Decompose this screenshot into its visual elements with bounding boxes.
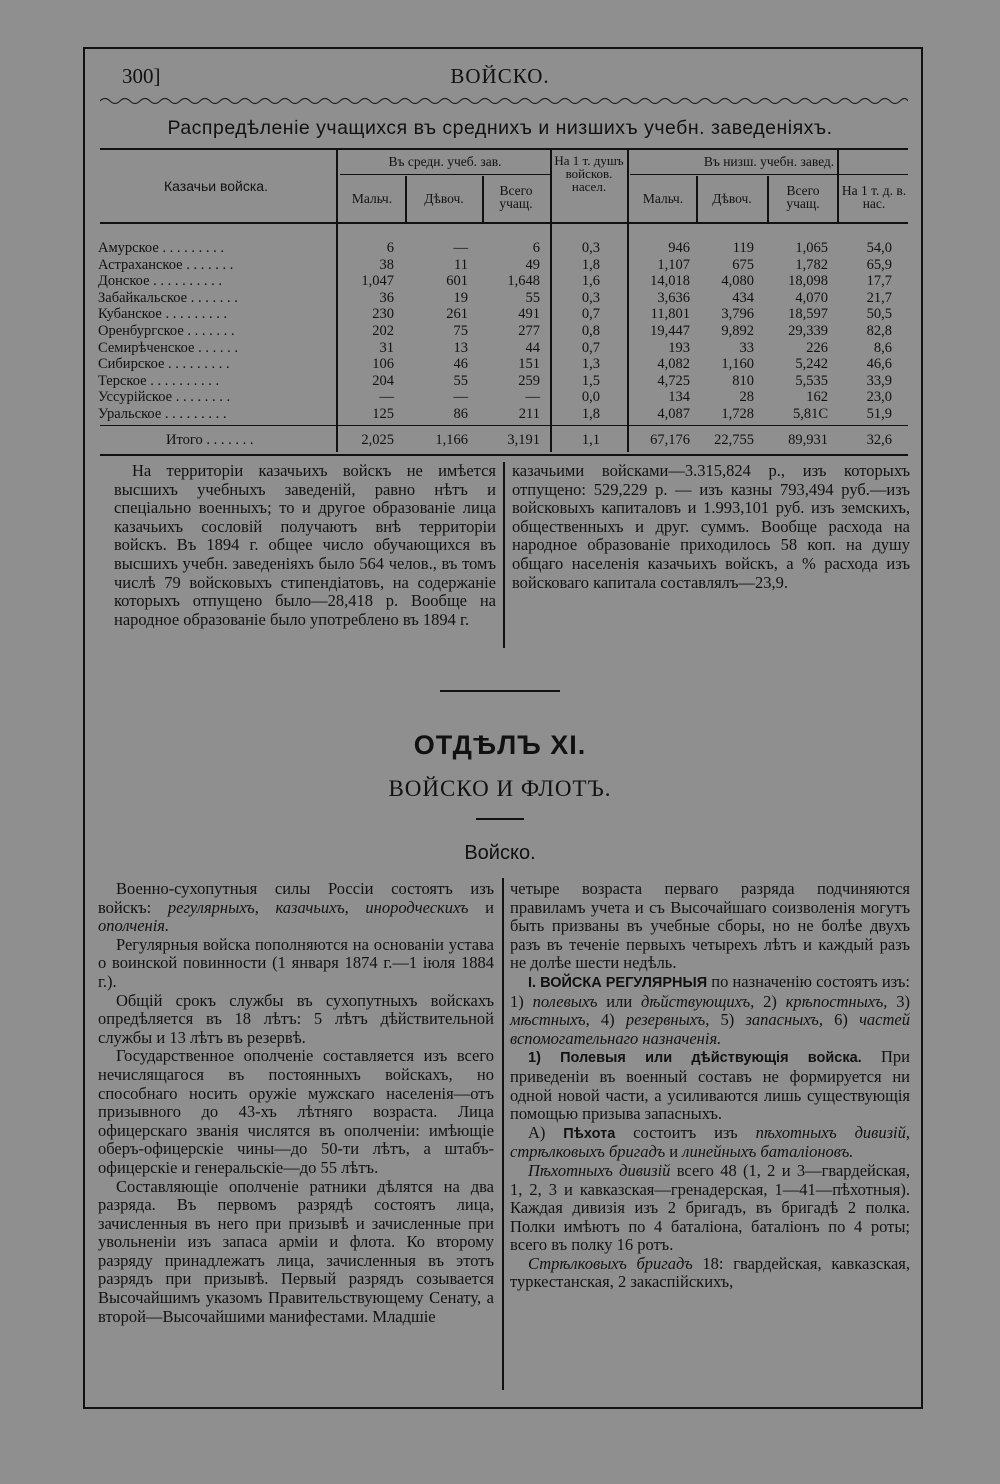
text-top-right: [512, 462, 910, 592]
cell: 134: [668, 389, 690, 406]
cell: 13: [453, 339, 468, 356]
cell: 11,801: [650, 306, 690, 323]
cell: 14,018: [650, 273, 690, 290]
table-row: [98, 373, 898, 390]
cell: 86: [453, 406, 468, 422]
text-top-left: [114, 462, 496, 629]
cell: 28: [739, 389, 754, 406]
text-bold: 1) Полевыя или дѣйствующія войска.: [528, 1050, 862, 1067]
group-middle-header: Въ средн. учеб. зав.: [388, 154, 502, 169]
cell: 1,6: [581, 273, 600, 290]
table-row: [98, 290, 898, 307]
text: всего 48 (1, 2 и 3—гвардейская, 1, 2, 3 и кавказская—гренадерская, 1—41—пѣхотныя). Каждая дивизія изъ 2 бригадъ, въ бригадѣ 2 полка. Полки имѣютъ по 4 баталіона, баталіонъ по 4 роты; всего въ полку 16 ротъ.: [510, 1160, 910, 1255]
row-label: Сибирское . . . . . . . . .: [98, 356, 230, 373]
row-label: Семирѣченское . . . . . .: [98, 339, 238, 356]
paragraph: казачьими войсками—3.315,824 р., изъ которыхъ отпущено: 529,229 р. — изъ казны 793,494 руб.—изъ войсковыхъ капиталовъ и 1.993,101 руб. изъ земскихъ, общественныхъ и друг. суммъ. Вообще расхода на народное образованіе приходилось 58 коп. на душу общаго населенія казачьихъ войскъ, а % расхода изъ войсковаго капитала составлялъ—23,9.: [512, 461, 910, 592]
cell: 0,3: [581, 240, 600, 256]
cell: 22,755: [714, 432, 754, 448]
cell: —: [525, 389, 540, 406]
cell: 1,3: [581, 356, 600, 373]
paragraph: [510, 1048, 910, 1123]
stub-header: Казачьи войска.: [164, 178, 268, 194]
text: А): [528, 1122, 564, 1142]
cell: 55: [525, 289, 540, 306]
cell: 21,7: [866, 289, 892, 306]
cell: 1,8: [581, 256, 600, 273]
col-boys-low: Мальч.: [642, 191, 684, 206]
cell: 1,728: [721, 406, 754, 422]
cell: 19,447: [650, 323, 690, 339]
cell: 259: [518, 372, 540, 389]
cell: 32,6: [866, 432, 892, 448]
cell: 89,931: [788, 432, 828, 448]
row-label: Уральское . . . . . . . . .: [98, 406, 227, 422]
paragraph: На территоріи казачьихъ войскъ не имѣется высшихъ учебныхъ заведеній, равно нѣтъ и спеціально военныхъ; то и другое образованіе лица казачьихъ сословій получаютъ внѣ территоріи войскъ. Въ 1894 г. общее число обучающихся въ высшихъ учебн. заведеніяхъ было 564 челов., въ томъ числѣ 79 войсковыхъ стипендіатовъ, на содержаніе которыхъ отпущено было—28,418 р. Вообще на народное образованіе было употреблено въ 1894 г.: [114, 461, 496, 629]
cell: 2,025: [361, 432, 394, 448]
text: 2): [754, 991, 786, 1011]
cell: 31: [379, 339, 394, 356]
cell: 29,339: [788, 323, 828, 339]
cell: 204: [372, 372, 394, 389]
paragraph: Общій срокъ службы въ сухопутныхъ войскахъ опредѣляется въ 18 лѣтъ: 5 лѣтъ дѣйствительной службы и 13 лѣтъ въ резервѣ.: [98, 990, 494, 1047]
text-italic: запасныхъ,: [745, 1010, 823, 1030]
cell: 810: [732, 372, 754, 389]
cell: 33: [739, 339, 754, 356]
cell: 1,047: [361, 273, 394, 290]
left-column: [98, 880, 494, 1326]
total-label: Итого . . . . . . .: [166, 432, 254, 448]
section-rule: [440, 690, 560, 692]
vline: [837, 150, 839, 222]
cell: 23,0: [866, 389, 892, 406]
cell: 51,9: [866, 406, 892, 422]
col-total-low: Всего учащ.: [786, 183, 820, 211]
cell: 1,1: [581, 432, 600, 448]
cell: 211: [518, 406, 540, 422]
row-label: Забайкальское . . . . . . .: [98, 289, 238, 306]
col-boys-mid: Мальч.: [351, 191, 393, 206]
text-italic: Пѣхотныхъ дивизій: [528, 1160, 671, 1180]
table-row: [98, 306, 898, 323]
cell: 1,648: [507, 273, 540, 290]
cell: 75: [453, 323, 468, 339]
column-divider: [503, 462, 505, 648]
cell: 226: [806, 339, 828, 356]
subheader-rule-2: [630, 174, 908, 175]
text: 4): [589, 1010, 626, 1030]
paragraph: Составляющіе ополченіе ратники дѣлятся на два разряда. Въ первомъ разрядѣ состоятъ лица, зачисленныя въ него при призывѣ и зачисленные при увольненіи изъ запаса арміи и флота. Ко второму разряду принадлежатъ лица, зачисленныя въ этотъ разрядъ при призывѣ. Первый разрядъ созывается Высочайшимъ указомъ Правительствующему Сенату, а второй—Высочайшими манифестами. Младшіе: [98, 1176, 494, 1326]
text-italic: резервныхъ,: [625, 1010, 710, 1030]
row-label: Кубанское . . . . . . . . .: [98, 306, 228, 323]
cell: 0,7: [581, 339, 600, 356]
cell: 36: [379, 289, 394, 306]
row-label: Уссурійское . . . . . . . .: [98, 389, 231, 406]
cell: 1,782: [795, 256, 828, 273]
cell: 119: [732, 240, 754, 256]
cell: 8,6: [873, 339, 892, 356]
table-top-rule: [100, 148, 908, 150]
vline: [767, 176, 769, 222]
cell: 1,8: [581, 406, 600, 422]
table-row: [98, 340, 898, 357]
cell: 0,3: [581, 289, 600, 306]
cell: 0,8: [581, 323, 600, 339]
header-bottom-rule: [100, 222, 908, 224]
paragraph: [510, 1255, 910, 1292]
subsection-heading: Войско.: [464, 842, 536, 864]
page-number: 300]: [122, 64, 161, 88]
subtitle-rule: [476, 818, 524, 820]
text: и: [468, 897, 494, 917]
text: и: [665, 1142, 683, 1162]
cell: 4,082: [657, 356, 690, 373]
cell: —: [453, 240, 468, 256]
cell: 491: [518, 306, 540, 323]
cell: 1,107: [657, 256, 690, 273]
table-row: [98, 273, 898, 290]
text-italic: ополченія.: [98, 916, 170, 936]
cell: 434: [732, 289, 754, 306]
cell: 125: [372, 406, 394, 422]
cell: 17,7: [866, 273, 892, 290]
column-divider: [502, 878, 504, 1390]
cell: 0,0: [581, 389, 600, 406]
text-italic: дѣйствующихъ,: [641, 991, 755, 1011]
ornament-divider: [100, 96, 908, 106]
paragraph: [98, 880, 494, 936]
text-italic: мѣстныхъ,: [510, 1010, 590, 1030]
cell: 946: [668, 240, 690, 256]
table-row: [98, 389, 898, 406]
text: 18: гвардейская, кавказская, туркестанская, 2 закаспійскихъ,: [510, 1253, 910, 1292]
col-per1000-low: На 1 т. д. в. нас.: [841, 183, 907, 211]
vline: [696, 176, 698, 222]
cell: 6: [532, 240, 540, 256]
cell: 675: [732, 256, 754, 273]
cell: 46: [453, 356, 468, 373]
cell: 55: [453, 372, 468, 389]
table-title: Распредѣленіе учащихся въ среднихъ и низшихъ учебн. заведеніяхъ.: [167, 117, 833, 139]
group-lower-header: Въ низш. учебн. завед.: [703, 154, 835, 169]
cell: 1,166: [435, 432, 468, 448]
cell: 4,070: [795, 289, 828, 306]
cell: —: [453, 389, 468, 406]
total-rule: [100, 425, 908, 426]
row-label: Донское . . . . . . . . . .: [98, 273, 223, 290]
text-italic: регулярныхъ, казачьихъ, инородческихъ: [167, 897, 469, 917]
cell: 5,81Ϲ: [792, 406, 828, 422]
right-column: [510, 880, 910, 1292]
text-bold: I. ВОЙСКА РЕГУЛЯРНЫЯ: [528, 974, 708, 991]
col-girls-mid: Дѣвоч.: [424, 191, 464, 206]
text: Военно-сухопутныя силы Россіи состоятъ изъ войскъ:: [98, 879, 494, 917]
cell: 49: [525, 256, 540, 273]
table-row: [98, 323, 898, 340]
table-bottom-rule: [100, 454, 908, 456]
cell: 6: [386, 240, 394, 256]
cell: 46,6: [866, 356, 892, 373]
cell: 11: [454, 256, 468, 273]
paragraph: четыре возраста перваго разряда подчиняются правиламъ учета и съ Высочайшаго соизволенія могутъ быть призваны въ учебные сборы, но не болѣе двухъ разъ въ теченіе первыхъ четырехъ лѣтъ и каждый разъ не долѣе шести недѣль.: [510, 879, 910, 973]
cell: 0,7: [581, 306, 600, 323]
text-bold: Пѣхота: [563, 1125, 616, 1142]
table-total-row: [98, 432, 898, 449]
cell: 33,9: [866, 372, 892, 389]
cell: 151: [518, 356, 540, 373]
text: состоитъ изъ: [615, 1122, 756, 1142]
cell: 19: [453, 289, 468, 306]
table-row: [98, 356, 898, 373]
section-subtitle: ВОЙСКО И ФЛОТЪ.: [388, 776, 612, 801]
cell: 18,098: [788, 273, 828, 290]
cell: 202: [372, 323, 394, 339]
cell: —: [379, 389, 394, 406]
cell: 601: [446, 273, 468, 290]
cell: 3,796: [721, 306, 754, 323]
cell: 67,176: [650, 432, 690, 448]
row-label: Астраханское . . . . . . .: [98, 256, 234, 273]
cell: 5,535: [795, 372, 828, 389]
text-italic: частей вспомогательнаго назначенія.: [510, 1010, 910, 1048]
table-row: [98, 240, 898, 257]
cell: 1,160: [721, 356, 754, 373]
text-italic: пѣхотныхъ дивизій, стрѣлковыхъ бригадъ: [510, 1122, 910, 1162]
cell: 18,597: [788, 306, 828, 323]
cell: 4,087: [657, 406, 690, 422]
text-italic: крѣпостныхъ,: [785, 991, 888, 1011]
row-label: Терское . . . . . . . . . .: [98, 372, 220, 389]
cell: 1,5: [581, 372, 600, 389]
vline: [405, 176, 407, 222]
cell: 3,636: [657, 289, 690, 306]
text-italic: линейныхъ баталіоновъ.: [682, 1142, 854, 1162]
cell: 54,0: [866, 240, 892, 256]
cell: 106: [372, 356, 394, 373]
paragraph: Регулярныя войска пополняются на основаніи устава о воинской повинности (1 января 1874 г.—1 іюля 1884 г.).: [98, 934, 494, 991]
text-italic: Стрѣлковыхъ бригадъ: [528, 1253, 693, 1273]
paragraph: [510, 1162, 910, 1255]
table-row: [98, 406, 898, 423]
text: 3): [887, 991, 910, 1011]
vline: [482, 176, 484, 222]
table-row: [98, 257, 898, 274]
text: При приведеніи въ военный составъ не формируется ни одной новой части, а усиливаются лишь существующія помощью призыва запасныхъ.: [510, 1047, 910, 1124]
cell: 4,080: [721, 273, 754, 290]
paragraph: [510, 973, 910, 1048]
row-label: Амурское . . . . . . . . .: [98, 240, 225, 256]
running-title: ВОЙСКО.: [450, 64, 550, 88]
cell: 277: [518, 323, 540, 339]
text-italic: полевыхъ: [532, 991, 598, 1011]
cell: 38: [379, 256, 394, 273]
cell: 50,5: [866, 306, 892, 323]
cell: 1,065: [795, 240, 828, 256]
paragraph: Государственное ополченіе составляется изъ всего нечислящагося въ постоянныхъ войскахъ, но способнаго носить оружіе мужскаго населенія—отъ призывного до 43-хъ лѣтняго возраста. Лица офицерскаго званія числятся въ ополченіи: имѣющіе оберъ-офицерскіе чины—до 50-ти лѣтъ, а штабъ-офицерскіе и генеральскіе—до 55 лѣтъ.: [98, 1046, 494, 1177]
cell: 5,242: [795, 356, 828, 373]
cell: 4,725: [657, 372, 690, 389]
col-total-mid: Всего учащ.: [499, 183, 533, 211]
text: 6): [822, 1010, 860, 1030]
row-label: Оренбургское . . . . . . .: [98, 323, 235, 339]
cell: 261: [446, 306, 468, 323]
group-per1000-header: На 1 т. душъ войсков. насел.: [554, 153, 624, 194]
cell: 230: [372, 306, 394, 323]
cell: 162: [806, 389, 828, 406]
paragraph: [510, 1124, 910, 1162]
text: по назначенію состоятъ изъ: 1): [510, 971, 911, 1011]
text: или: [597, 991, 642, 1011]
subheader-rule-1: [340, 174, 550, 175]
cell: 3,191: [507, 432, 540, 448]
section-title: ОТДѢЛЪ XI.: [413, 730, 587, 760]
cell: 193: [668, 339, 690, 356]
cell: 44: [525, 339, 540, 356]
cell: 65,9: [866, 256, 892, 273]
cell: 82,8: [866, 323, 892, 339]
cell: 9,892: [721, 323, 754, 339]
col-girls-low: Дѣвоч.: [712, 191, 752, 206]
text: 5): [709, 1010, 746, 1030]
